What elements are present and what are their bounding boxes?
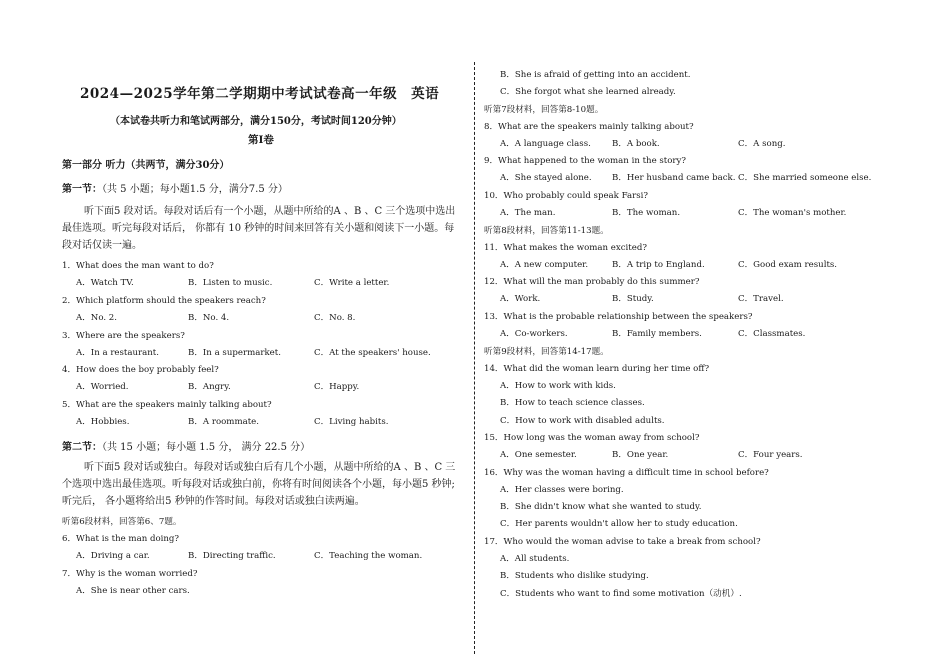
q16-option-c: C．Her parents wouldn't allow her to study education.	[500, 519, 738, 529]
q16-option-a: A．Her classes were boring.	[500, 485, 624, 495]
q7-option-a: A．She is near other cars.	[76, 586, 190, 596]
question-3: 3．Where are the speakers?	[62, 331, 185, 341]
question-13: 13．What is the probable relationship between the speakers?	[484, 312, 753, 322]
question-11: 11．What makes the woman excited?	[484, 243, 647, 253]
section1-detail: （共 5 小题；每小题1.5 分，满分7.5 分）	[102, 184, 288, 195]
question-7: 7．Why is the woman worried?	[62, 569, 198, 579]
section1-label: 第一节：	[62, 184, 102, 195]
q9-option-c: C．She married someone else.	[738, 173, 872, 183]
q3-option-a: A．In a restaurant.	[76, 348, 159, 358]
q4-option-b: B．Angry.	[188, 382, 231, 392]
q2-option-c: C．No. 8.	[314, 313, 356, 323]
q4-option-a: A．Worried.	[76, 382, 129, 392]
question-4: 4．How does the boy probably feel?	[62, 365, 219, 375]
question-17: 17．Who would the woman advise to take a break from school?	[484, 537, 761, 547]
q11-option-c: C．Good exam results.	[738, 260, 838, 270]
q7-option-c: C．She forgot what she learned already.	[500, 87, 676, 97]
question-16: 16．Why was the woman having a difficult time in school before?	[484, 468, 769, 478]
q13-option-a: A．Co-workers.	[500, 329, 568, 339]
q2-option-b: B．No. 4.	[188, 313, 230, 323]
q9-option-b: B．Her husband came back.	[612, 173, 736, 183]
section2-instructions: 听下面5 段对话或独白。每段对话或独白后有几个小题，从题中所给的A 、B 、C 三个选项中选出最佳选项。听每段对话或独白前，你将有时间阅读各个小题，每小题5 秒钟;听完后， 各小题将给出5 秒钟的作答时间。每段对话或独白读两遍。	[62, 462, 456, 508]
passage-6-note: 听第6段材料，回答第6、7题。	[62, 517, 182, 527]
volume-label: 第Ⅰ卷	[248, 134, 274, 146]
q17-option-b: B．Students who dislike studying.	[500, 571, 649, 581]
q10-option-c: C．The woman's mother.	[738, 208, 847, 218]
q8-option-a: A．A language class.	[500, 139, 591, 149]
question-10: 10．Who probably could speak Farsi?	[484, 191, 648, 201]
q9-option-a: A．She stayed alone.	[500, 173, 592, 183]
question-5: 5．What are the speakers mainly talking about?	[62, 400, 272, 410]
passage-8-note: 听第8段材料，回答第11-13题。	[484, 226, 609, 236]
section2-label: 第二节：	[62, 442, 102, 453]
q13-option-c: C．Classmates.	[738, 329, 806, 339]
column-divider	[474, 62, 475, 654]
q3-option-c: C．At the speakers' house.	[314, 348, 431, 358]
question-9: 9．What happened to the woman in the story?	[484, 156, 686, 166]
q14-option-c: C．How to work with disabled adults.	[500, 416, 665, 426]
question-15: 15．How long was the woman away from school?	[484, 433, 700, 443]
q12-option-c: C．Travel.	[738, 294, 784, 304]
q10-option-a: A．The man.	[500, 208, 556, 218]
q15-option-c: C．Four years.	[738, 450, 803, 460]
question-1: 1．What does the man want to do?	[62, 261, 214, 271]
q14-option-a: A．How to work with kids.	[500, 381, 616, 391]
question-8: 8．What are the speakers mainly talking about?	[484, 122, 694, 132]
q15-option-a: A．One semester.	[500, 450, 577, 460]
section2-detail: （共 15 小题；每小题 1.5 分， 满分 22.5 分）	[102, 442, 311, 453]
q4-option-c: C．Happy.	[314, 382, 360, 392]
q6-option-c: C．Teaching the woman.	[314, 551, 423, 561]
exam-subtitle: （本试卷共听力和笔试两部分，满分150分，考试时间120分钟）	[110, 116, 402, 127]
q13-option-b: B．Family members.	[612, 329, 702, 339]
q1-option-a: A．Watch TV.	[76, 278, 134, 288]
q11-option-a: A．A new computer.	[500, 260, 589, 270]
q1-option-c: C．Write a letter.	[314, 278, 390, 288]
q17-option-a: A．All students.	[500, 554, 570, 564]
q8-option-b: B．A book.	[612, 139, 660, 149]
question-12: 12．What will the man probably do this summer?	[484, 277, 700, 287]
exam-title: 2024—2025学年第二学期期中考试试卷高一年级 英语	[80, 86, 440, 102]
q16-option-b: B．She didn't know what she wanted to study.	[500, 502, 702, 512]
passage-7-note: 听第7段材料，回答第8-10题。	[484, 105, 604, 115]
question-14: 14．What did the woman learn during her time off?	[484, 364, 710, 374]
question-2: 2．Which platform should the speakers reach?	[62, 296, 266, 306]
passage-9-note: 听第9段材料，回答第14-17题。	[484, 347, 609, 357]
q6-option-b: B．Directing traffic.	[188, 551, 276, 561]
q15-option-b: B．One year.	[612, 450, 669, 460]
section1-instructions: 听下面5 段对话。每段对话后有一个小题，从题中所给的A 、B 、C 三个选项中选出最佳选项。听完每段对话后， 你都有 10 秒钟的时间来回答有关小题和阅读下一小题。每段对话仅读一遍。	[62, 206, 456, 252]
q5-option-c: C．Living habits.	[314, 417, 389, 427]
question-6: 6．What is the man doing?	[62, 534, 180, 544]
q12-option-a: A．Work.	[500, 294, 541, 304]
q10-option-b: B．The woman.	[612, 208, 681, 218]
q12-option-b: B．Study.	[612, 294, 654, 304]
q17-option-c: C．Students who want to find some motivation（动机）.	[500, 589, 742, 599]
q7-option-b: B．She is afraid of getting into an accident.	[500, 70, 691, 80]
q8-option-c: C．A song.	[738, 139, 786, 149]
q1-option-b: B．Listen to music.	[188, 278, 273, 288]
q3-option-b: B．In a supermarket.	[188, 348, 281, 358]
part1-heading: 第一部分 听力（共两节，满分30分）	[62, 160, 230, 171]
q5-option-a: A．Hobbies.	[76, 417, 130, 427]
section1-heading	[62, 180, 288, 195]
q11-option-b: B．A trip to England.	[612, 260, 705, 270]
q14-option-b: B．How to teach science classes.	[500, 398, 645, 408]
q2-option-a: A．No. 2.	[76, 313, 118, 323]
q6-option-a: A．Driving a car.	[76, 551, 150, 561]
q5-option-b: B．A roommate.	[188, 417, 259, 427]
section2-heading	[62, 438, 310, 453]
